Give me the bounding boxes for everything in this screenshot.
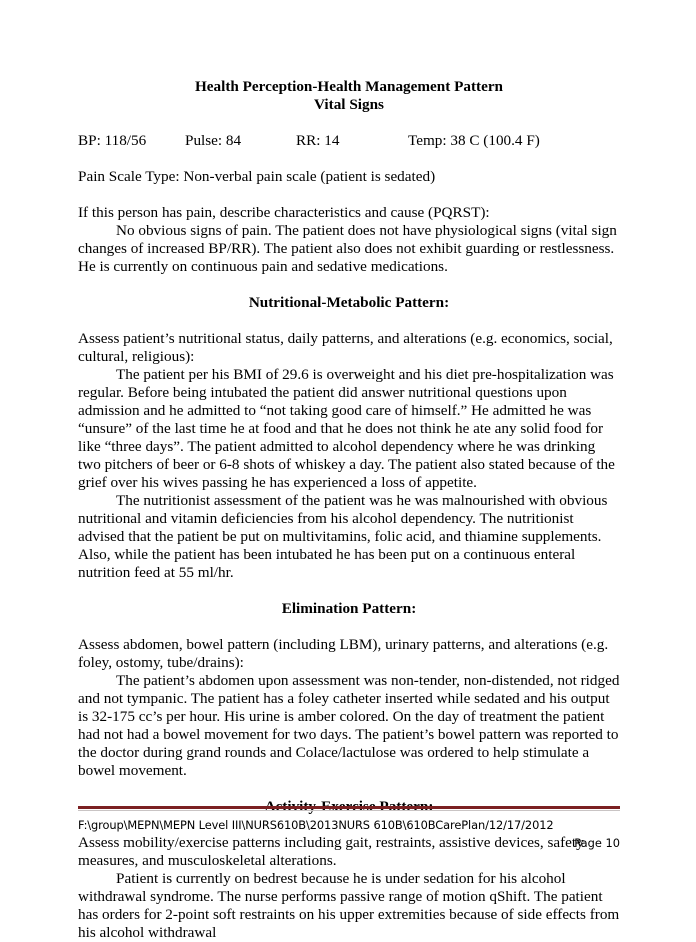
spacer	[78, 582, 620, 600]
footer-divider-shadow	[78, 810, 620, 811]
pain-prompt: If this person has pain, describe characteristics and cause (PQRST):	[78, 204, 490, 221]
spacer	[78, 618, 620, 636]
vital-pulse: Pulse: 84	[185, 132, 242, 149]
activity-prompt: Assess mobility/exercise patterns including gait, restraints, assistive devices, safety measures, and musculoskeletal alterations.	[78, 834, 584, 869]
section-heading-nutritional: Nutritional-Metabolic Pattern:	[248, 294, 450, 311]
pain-scale-type: Pain Scale Type: Non-verbal pain scale (patient is sedated)	[78, 168, 436, 185]
spacer	[78, 312, 620, 330]
vital-signs-row	[78, 132, 620, 150]
nutritional-paragraph-1: The patient per his BMI of 29.6 is overweight and his diet pre-hospitalization was regular. Before being intubated the patient did answer nutritional questions upon admission and he admitted to “not taking good care of himself.” He admitted he was “unsure” of the last time he at food and that he does not think he ate any solid food for like “three days”. The patient admitted to alcohol dependency where he was drinking two pitchers of beer or 6-8 shots of whiskey a day. The patient also stated because of the grief over his wives passing he has experienced a loss of appetite.	[78, 366, 615, 491]
activity-paragraph-1: Patient is currently on bedrest because he is under sedation for his alcohol withdrawal syndrome. The nurse performs passive range of motion qShift. The patient has orders for 2-point soft restraints on his upper extremities because of side effects from his alcohol withdrawal	[78, 870, 620, 941]
spacer	[78, 276, 620, 294]
footer-divider	[78, 806, 620, 809]
elimination-prompt: Assess abdomen, bowel pattern (including LBM), urinary patterns, and alterations (e.g. foley, ostomy, tube/drains):	[78, 636, 609, 671]
spacer	[78, 114, 620, 132]
page-subtitle: Vital Signs	[314, 96, 384, 113]
page-footer	[78, 806, 620, 851]
spacer	[78, 186, 620, 204]
vital-rr: RR: 14	[296, 132, 340, 149]
vital-temp: Temp: 38 C (100.4 F)	[408, 132, 540, 149]
elimination-paragraph-1: The patient’s abdomen upon assessment was non-tender, non-distended, not ridged and not tympanic. The patient has a foley catheter inserted while sedated and his output is 32-175 cc’s per hour. His urine is amber colored. On the day of treatment the patient had not had a bowel movement for two days. The patient’s bowel pattern was reported to the doctor during grand rounds and Colace/lactulose was ordered to help stimulate a bowel movement.	[78, 672, 620, 779]
footer-file-path: F:\group\MEPN\MEPN Level III\NURS610B\2013NURS 610B\610BCarePlan/12/17/2012	[78, 818, 554, 832]
vital-bp: BP: 118/56	[78, 132, 147, 149]
nutritional-prompt: Assess patient’s nutritional status, daily patterns, and alterations (e.g. economics, social, cultural, religious):	[78, 330, 613, 365]
pain-response: No obvious signs of pain. The patient does not have physiological signs (vital sign changes of increased BP/RR). The patient also does not exhibit guarding or restlessness. He is currently on continuous pain and sedative medications.	[78, 222, 617, 275]
page-title: Health Perception-Health Management Pattern	[194, 78, 504, 95]
nutritional-paragraph-2: The nutritionist assessment of the patient was he was malnourished with obvious nutritional and vitamin deficiencies from his alcohol dependency. The nutritionist advised that the patient be put on multivitamins, folic acid, and thiamine supplements. Also, while the patient has been intubated he has been put on a continuous enteral nutrition feed at 55 ml/hr.	[78, 492, 608, 581]
section-heading-elimination: Elimination Pattern:	[281, 600, 417, 617]
spacer	[78, 780, 620, 798]
footer-page-number: Page 10	[574, 836, 620, 850]
spacer	[78, 150, 620, 168]
